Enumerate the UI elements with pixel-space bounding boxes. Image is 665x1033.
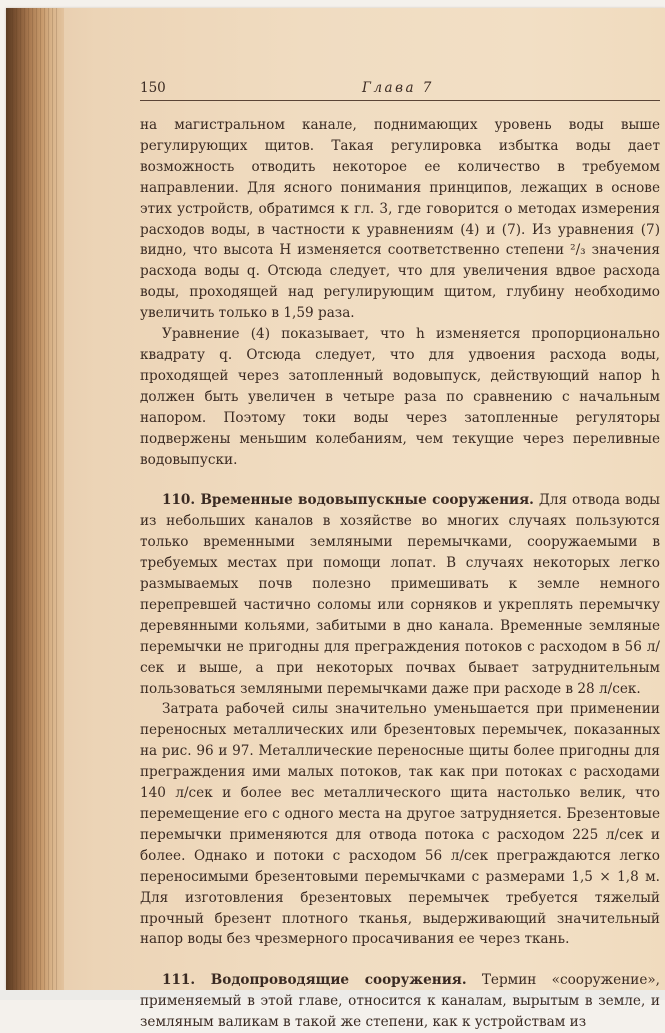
paragraph xyxy=(140,699,660,950)
paragraph-text: Уравнение (4) показывает, что h изменяется пропорционально квадрату q. Отсюда следует, что для удвоения расхода воды, проходящей через затопленный водовыпуск, действующий напор h должен быть увеличен в четыре раза по сравнению с начальным напором. Поэтому токи воды через затопленные регуляторы подвержены меньшим колебаниям, чем текущие через переливные водовыпуски. xyxy=(140,326,660,468)
paragraph-text: на магистральном канале, поднимающих уровень воды выше регулирующих щитов. Такая регулировка избытка воды дает возможность отводить некоторое ее количество в требуемом направлении. Для ясного понимания принципов, лежащих в основе этих устройств, обратимся к гл. 3, где говорится о методах измерения расходов воды, в частности к уравнениям (4) и (7). Из уравнения (7) видно, что высота H изменяется соответственно степени ²/₃ значения расхода воды q. Отсюда следует, что для увеличения вдвое расхода воды, проходящей над регулирующим щитом, глубину необходимо увеличить только в 1,59 раза. xyxy=(140,117,660,322)
section-heading: 110. Временные водовыпускные сооружения. xyxy=(162,492,534,509)
page-text-block xyxy=(140,78,660,1033)
page-edge-lines xyxy=(12,8,58,990)
paragraph xyxy=(140,115,660,324)
paragraph-text: Затрата рабочей силы значительно уменьшается при применении переносных металлических или брезентовых перемычек, показанных на рис. 96 и 97. Металлические переносные щиты более пригодны для преграждения ими малых потоков, так как при потоках с расходами 140 л/сек и более вес металлического щита настолько велик, что перемещение его с одного места на другое затрудняется. Брезентовые перемычки применяются для отвода потока с расходом 225 л/сек и более. Однако и потоки с расходом 56 л/сек преграждаются легко переносимыми брезентовыми перемычками с размерами 1,5 × 1,8 м. Для изготовления брезентовых перемычек требуется тяжелый прочный брезент плотного тканья, выдерживающий значительный напор воды без чрезмерного просачивания ее через ткань. xyxy=(140,701,660,948)
paragraph-text: Для отвода воды из небольших каналов в хозяйстве во многих случаях пользуются только временными земляными перемычками, сооружаемыми в требуемых местах при помощи лопат. В случаях некоторых легко размываемых почв полезно примешивать к земле немного перепревшей частично соломы или сорняков и укреплять перемычку деревянными кольями, забитыми в дно канала. Временные земляные перемычки не пригодны для преграждения потоков с расходом в 56 л/сек и выше, а при некоторых почвах бывает затруднительным пользоваться земляными перемычками даже при расходе в 28 л/сек. xyxy=(140,492,660,697)
page-number: 150 xyxy=(140,80,166,96)
paragraph xyxy=(140,324,660,470)
paragraph-text: Термин «сооружение», применяемый в этой главе, относится к каналам, вырытым в земле, и земляным валикам в такой же степени, как к устройствам из xyxy=(140,972,661,1031)
running-header xyxy=(140,78,660,101)
section-paragraph xyxy=(140,490,660,699)
section-heading: 111. Водопроводящие сооружения. xyxy=(162,972,467,989)
chapter-title: Глава 7 xyxy=(362,80,434,96)
section-paragraph xyxy=(140,970,660,1033)
